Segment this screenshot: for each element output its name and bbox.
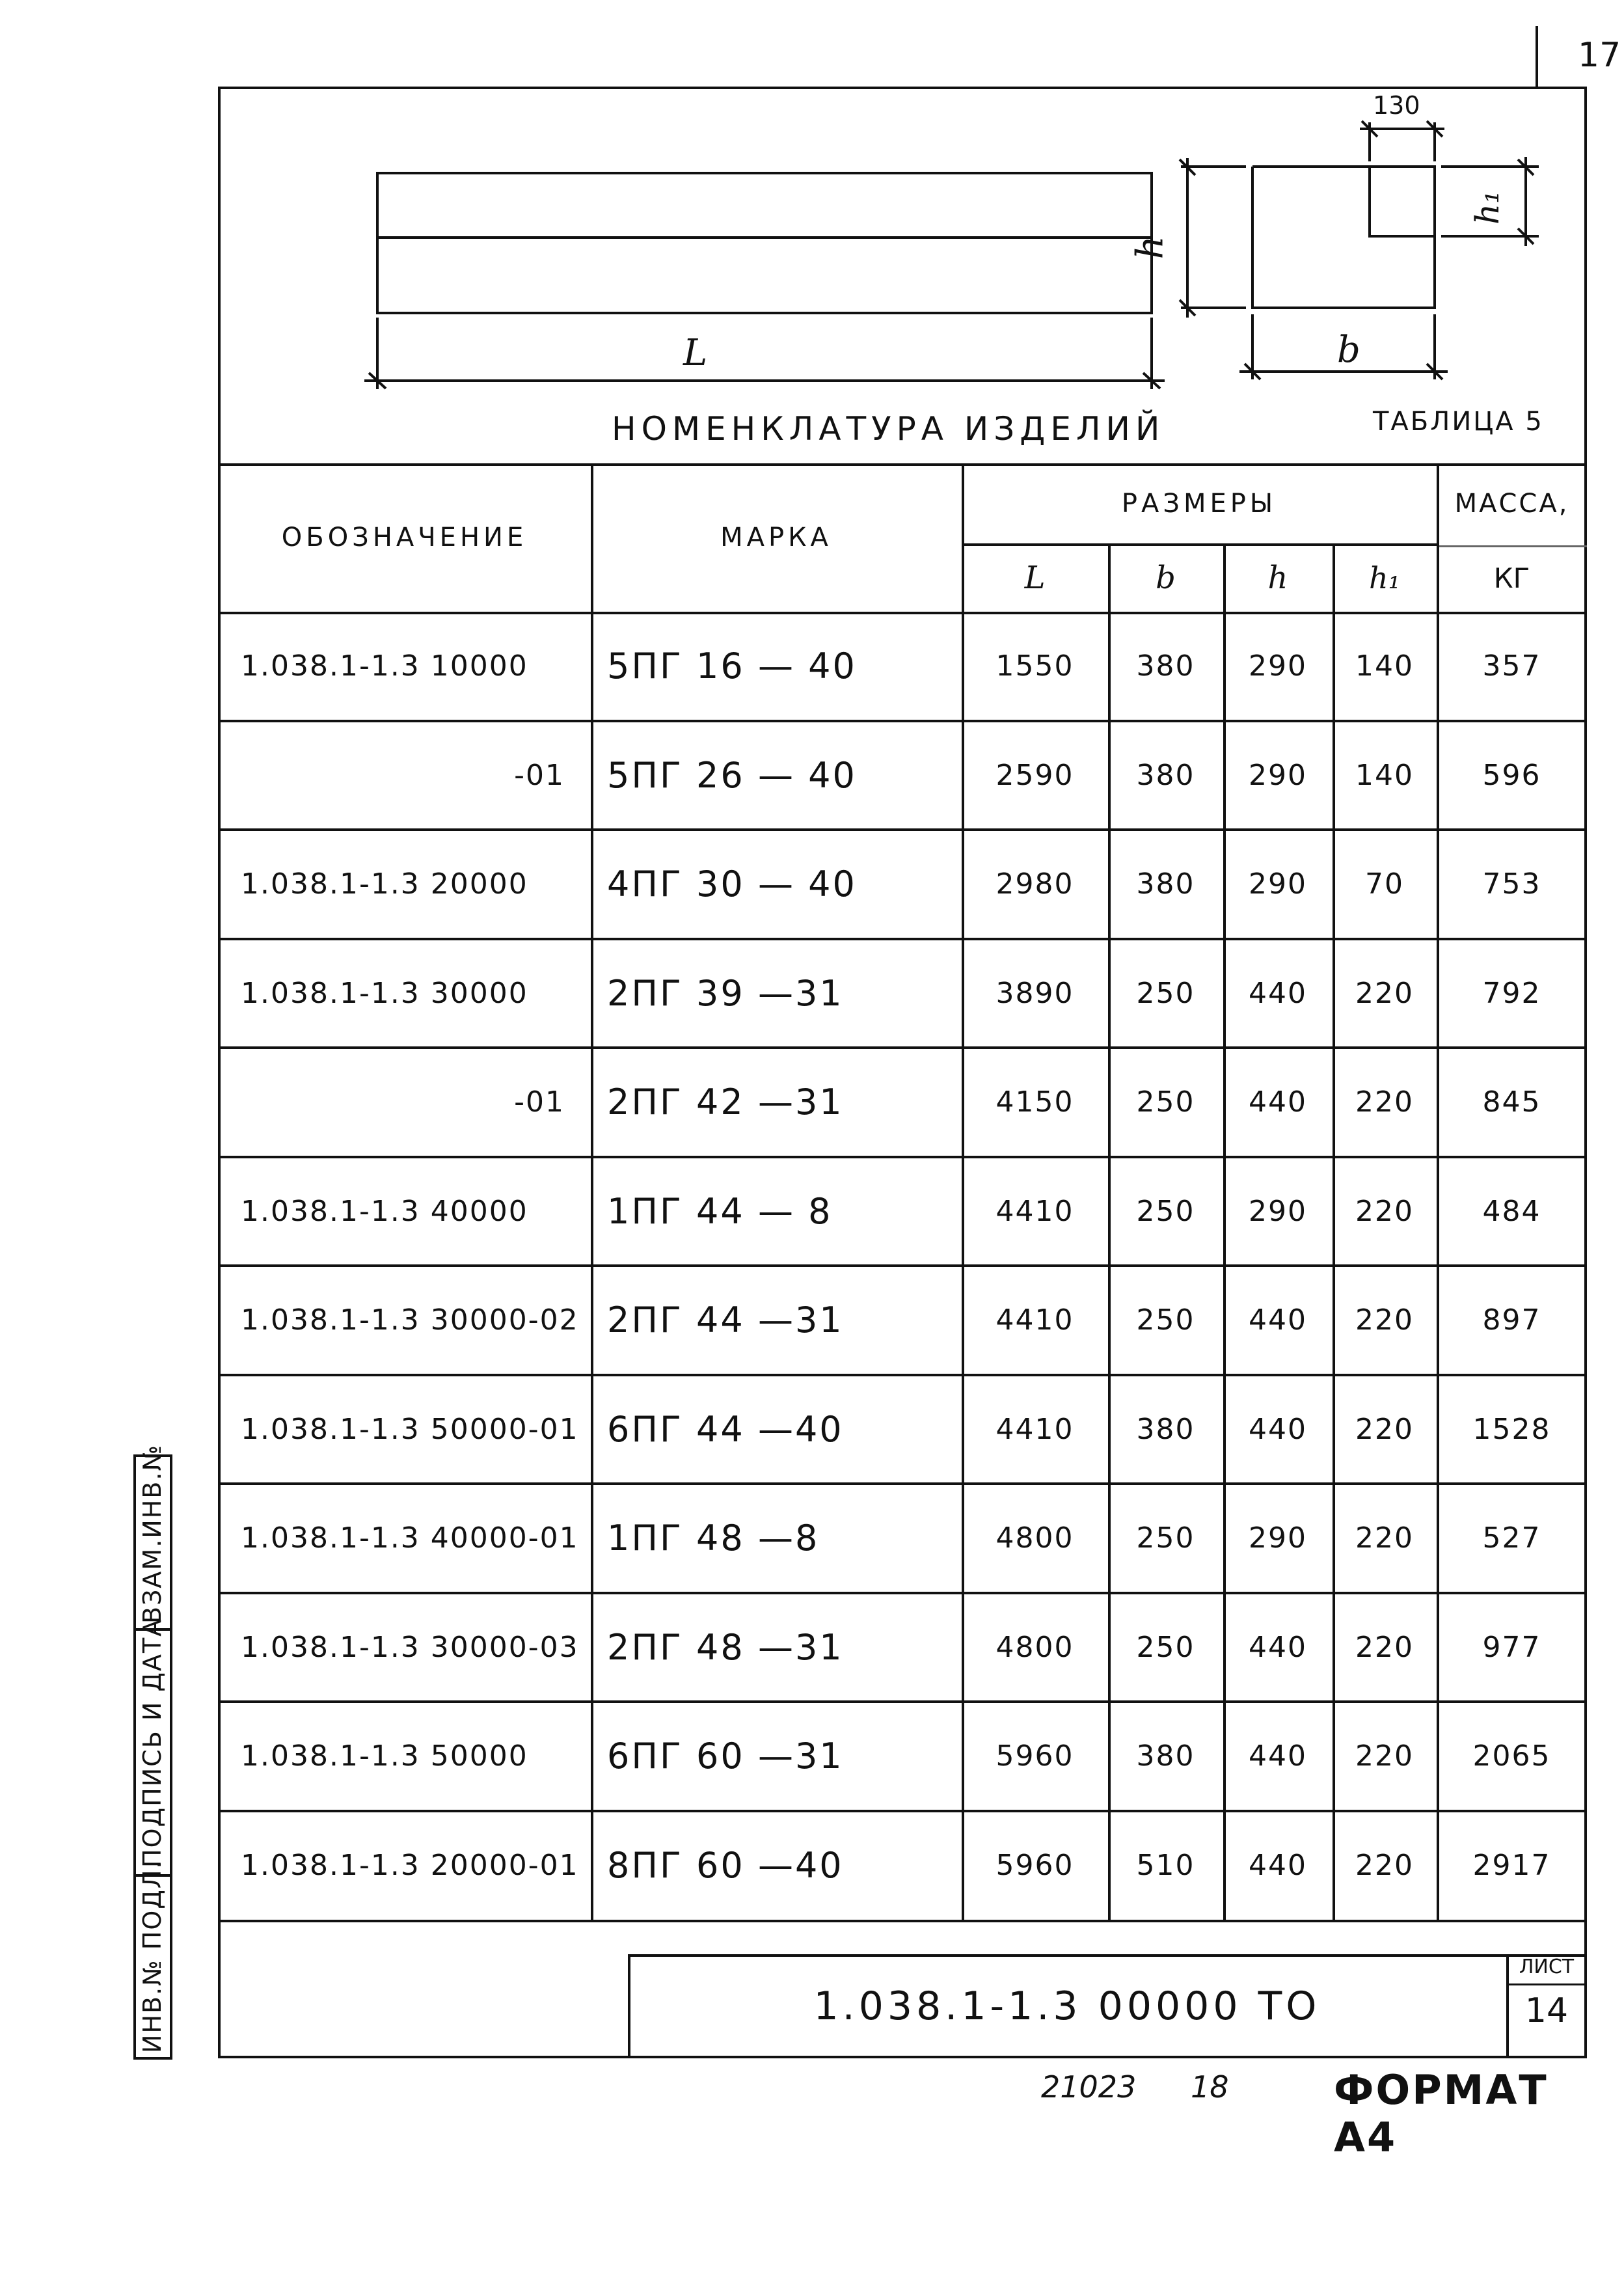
page-number: 17 (1578, 36, 1621, 75)
cell-b: 380 (1136, 649, 1195, 683)
cell-designation: 1.038.1-1.3 10000 (241, 649, 528, 683)
header-L: L (1024, 560, 1046, 596)
cell-designation: -01 (514, 1085, 565, 1119)
cell-L: 4410 (995, 1303, 1074, 1337)
cell-designation: 1.038.1-1.3 20000-01 (241, 1848, 579, 1882)
cell-mass: 845 (1482, 1085, 1541, 1119)
header-h1: h₁ (1368, 560, 1401, 595)
row-divider (218, 1482, 1587, 1485)
cell-h1: 220 (1355, 1085, 1414, 1119)
cell-L: 4410 (995, 1194, 1074, 1228)
cell-mark: 2ПГ 42 —31 (607, 1082, 844, 1123)
cell-designation: -01 (514, 758, 565, 792)
cell-h1: 70 (1365, 867, 1404, 901)
format-label: ФОРМАТ А4 (1334, 2066, 1549, 2161)
cell-h1: 220 (1355, 1630, 1414, 1664)
cell-b: 510 (1136, 1848, 1195, 1882)
cell-L: 2980 (995, 867, 1074, 901)
cell-designation: 1.038.1-1.3 30000 (241, 976, 528, 1010)
table-border-bottom (218, 1920, 1587, 1922)
row-divider (218, 1264, 1587, 1267)
cell-h1: 140 (1355, 649, 1414, 683)
row-divider (218, 1592, 1587, 1594)
width-label: b (1337, 329, 1360, 371)
page-number-divider (1536, 26, 1538, 88)
header-designation: ОБОЗНАЧЕНИЕ (281, 523, 528, 552)
side-label-podpis: ПОДПИСЬ И ДАТА (138, 1618, 167, 1868)
cell-h1: 220 (1355, 1521, 1414, 1555)
cell-b: 250 (1136, 1085, 1195, 1119)
cell-h1: 140 (1355, 758, 1414, 792)
cell-mark: 1ПГ 48 —8 (607, 1518, 820, 1559)
h1-label: h₁ (1468, 190, 1507, 225)
cell-mass: 357 (1482, 649, 1541, 683)
cell-h: 440 (1249, 1630, 1307, 1664)
side-label-inv-podl: ИНВ.№ ПОДЛ. (138, 1859, 167, 2053)
cell-h: 440 (1249, 1085, 1307, 1119)
cell-mark: 1ПГ 44 — 8 (607, 1190, 833, 1232)
cell-mark: 8ПГ 60 —40 (607, 1844, 844, 1886)
cell-h: 290 (1249, 649, 1307, 683)
cell-h: 440 (1249, 976, 1307, 1010)
cell-L: 1550 (995, 649, 1074, 683)
cell-mass: 2917 (1472, 1848, 1551, 1882)
cell-mass: 2065 (1472, 1739, 1551, 1773)
row-divider (218, 1156, 1587, 1158)
notch-dimension: 130 (1373, 91, 1420, 120)
sheet-number: 14 (1524, 1991, 1569, 2030)
cell-mark: 2ПГ 44 —31 (607, 1300, 844, 1341)
row-divider (218, 1374, 1587, 1376)
cell-h: 290 (1249, 758, 1307, 792)
header-mass-unit: КГ (1493, 562, 1530, 594)
table-number: ТАБЛИЦА 5 (1373, 407, 1544, 437)
cell-L: 2590 (995, 758, 1074, 792)
archive-sheet: 18 (1191, 2069, 1229, 2105)
cell-designation: 1.038.1-1.3 50000 (241, 1739, 528, 1773)
row-divider (218, 828, 1587, 831)
cell-mark: 6ПГ 60 —31 (607, 1736, 844, 1777)
cell-mark: 5ПГ 16 — 40 (607, 646, 857, 687)
cell-designation: 1.038.1-1.3 30000-03 (241, 1630, 579, 1664)
cell-h: 290 (1249, 867, 1307, 901)
cell-b: 250 (1136, 1521, 1195, 1555)
cell-h1: 220 (1355, 1303, 1414, 1337)
cell-b: 380 (1136, 1412, 1195, 1446)
cell-h1: 220 (1355, 1848, 1414, 1882)
cell-mark: 4ПГ 30 — 40 (607, 864, 857, 905)
header-b: b (1156, 560, 1176, 596)
cell-b: 250 (1136, 1630, 1195, 1664)
height-label: h (1129, 236, 1172, 260)
cell-designation: 1.038.1-1.3 40000 (241, 1194, 528, 1228)
stamp-sheet-line (1506, 1983, 1587, 1985)
cell-h1: 220 (1355, 976, 1414, 1010)
cell-mark: 5ПГ 26 — 40 (607, 754, 857, 796)
cell-designation: 1.038.1-1.3 50000-01 (241, 1412, 579, 1446)
row-divider (218, 938, 1587, 940)
cell-h: 440 (1249, 1739, 1307, 1773)
cell-mass: 1528 (1472, 1412, 1551, 1446)
header-mass: МАССА, (1454, 489, 1569, 519)
side-label-vzam: ВЗАМ.ИНВ.№ (138, 1444, 167, 1624)
cell-designation: 1.038.1-1.3 20000 (241, 867, 528, 901)
cell-mark: 2ПГ 48 —31 (607, 1626, 844, 1668)
cell-mark: 2ПГ 39 —31 (607, 972, 844, 1014)
cell-h: 290 (1249, 1521, 1307, 1555)
cell-b: 380 (1136, 1739, 1195, 1773)
cell-h1: 220 (1355, 1194, 1414, 1228)
row-divider (218, 1700, 1587, 1703)
sheet-label: ЛИСТ (1519, 1956, 1575, 1978)
cell-mass: 527 (1482, 1521, 1541, 1555)
header-mark: МАРКА (720, 523, 832, 552)
cell-mass: 977 (1482, 1630, 1541, 1664)
row-divider (218, 720, 1587, 722)
cell-h: 440 (1249, 1848, 1307, 1882)
cell-mass: 753 (1482, 867, 1541, 901)
cell-mass: 897 (1482, 1303, 1541, 1337)
header-h: h (1267, 560, 1288, 596)
cell-L: 3890 (995, 976, 1074, 1010)
header-dimensions: РАЗМЕРЫ (1121, 489, 1277, 519)
cell-L: 5960 (995, 1739, 1074, 1773)
table-title: НОМЕНКЛАТУРА ИЗДЕЛИЙ (612, 410, 1165, 448)
cell-L: 4800 (995, 1521, 1074, 1555)
cell-h: 290 (1249, 1194, 1307, 1228)
archive-number: 21023 (1041, 2069, 1137, 2105)
cell-h1: 220 (1355, 1412, 1414, 1446)
cell-b: 380 (1136, 867, 1195, 901)
length-label: L (683, 332, 708, 374)
cell-h: 440 (1249, 1303, 1307, 1337)
cell-b: 380 (1136, 758, 1195, 792)
cell-b: 250 (1136, 1303, 1195, 1337)
cell-mass: 792 (1482, 976, 1541, 1010)
cell-designation: 1.038.1-1.3 40000-01 (241, 1521, 579, 1555)
cell-L: 4410 (995, 1412, 1074, 1446)
cell-mass: 596 (1482, 758, 1541, 792)
row-divider (218, 1810, 1587, 1812)
cell-L: 5960 (995, 1848, 1074, 1882)
cell-h1: 220 (1355, 1739, 1414, 1773)
row-divider (218, 1046, 1587, 1049)
cell-L: 4150 (995, 1085, 1074, 1119)
cell-mass: 484 (1482, 1194, 1541, 1228)
cell-h: 440 (1249, 1412, 1307, 1446)
cell-b: 250 (1136, 976, 1195, 1010)
cell-b: 250 (1136, 1194, 1195, 1228)
cell-designation: 1.038.1-1.3 30000-02 (241, 1303, 579, 1337)
doc-code: 1.038.1-1.3 00000 ТО (813, 1983, 1321, 2029)
cell-mark: 6ПГ 44 —40 (607, 1408, 844, 1450)
cell-L: 4800 (995, 1630, 1074, 1664)
